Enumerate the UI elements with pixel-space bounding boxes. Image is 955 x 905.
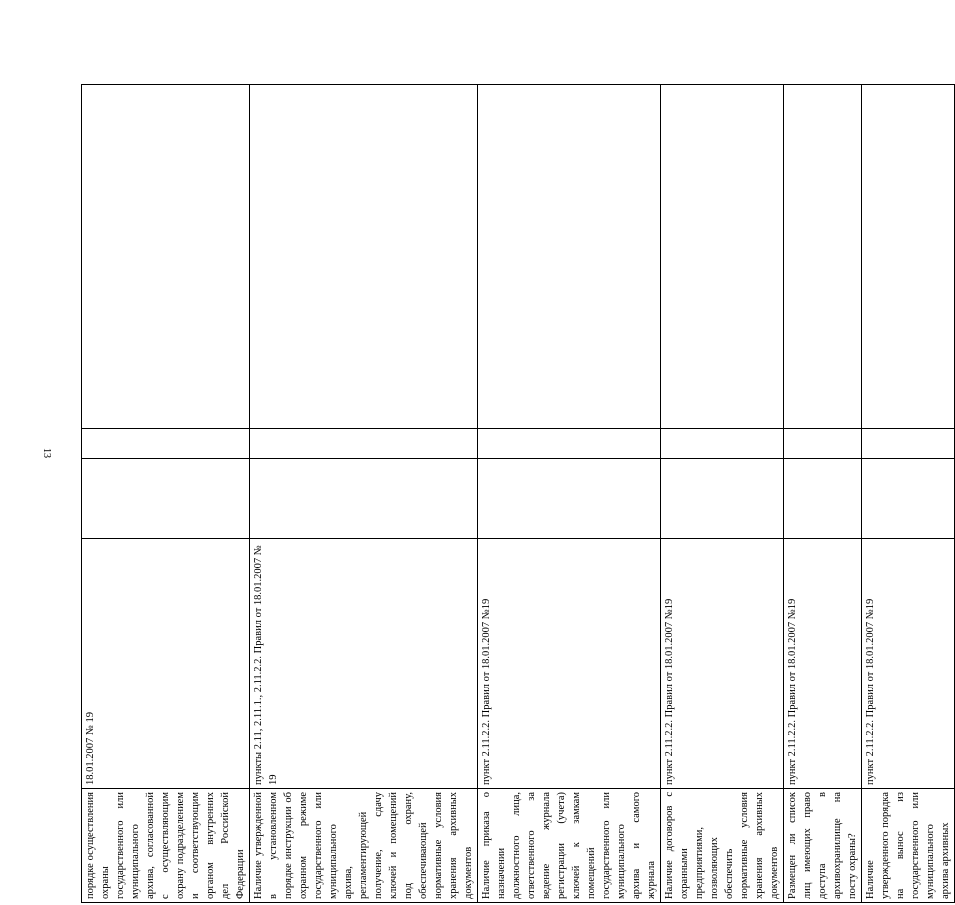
result-cell xyxy=(82,459,250,539)
table-row xyxy=(661,85,784,903)
notes-cell xyxy=(862,85,955,429)
mark-cell xyxy=(82,429,250,459)
result-cell xyxy=(250,459,478,539)
requirement-cell: порядке осуществления охраны государственного или муниципального архива, согласованной с осуществляющим охрану подразделением и соответствующим органом внутренних дел Российской Федерации xyxy=(82,789,250,903)
mark-cell xyxy=(250,429,478,459)
basis-cell: пункт 2.11.2.2. Правил от 18.01.2007 №19 xyxy=(862,539,955,789)
notes-cell xyxy=(250,85,478,429)
table-row xyxy=(250,85,478,903)
requirement-cell: Наличие договоров с охранными предприятиями, позволяющих обеспечить нормативные условия хранения архивных документов xyxy=(661,789,784,903)
requirement-cell: Наличие утвержденного порядка на вынос из государственного или муниципального архива архивных xyxy=(862,789,955,903)
basis-cell: пункт 2.11.2.2. Правил от 18.01.2007 №19 xyxy=(784,539,862,789)
mark-cell xyxy=(478,429,661,459)
requirement-cell: Наличие приказа о назначении должностного лица, ответственного за ведение журнала регистрации (учета) ключей к замкам помещений государственного или муниципального архива и самого журнала xyxy=(478,789,661,903)
table-row xyxy=(784,85,862,903)
result-cell xyxy=(478,459,661,539)
rotated-page xyxy=(81,85,951,903)
result-cell xyxy=(862,459,955,539)
page-number: 13 xyxy=(41,448,52,458)
basis-cell: пункт 2.11.2.2. Правил от 18.01.2007 №19 xyxy=(478,539,661,789)
notes-cell xyxy=(478,85,661,429)
result-cell xyxy=(661,459,784,539)
mark-cell xyxy=(862,429,955,459)
mark-cell xyxy=(661,429,784,459)
table-row xyxy=(862,85,955,903)
basis-cell: пункты 2.11, 2.11.1., 2.11.2.2. Правил от 18.01.2007 № 19 xyxy=(250,539,478,789)
result-cell xyxy=(784,459,862,539)
mark-cell xyxy=(784,429,862,459)
table-row xyxy=(478,85,661,903)
notes-cell xyxy=(82,85,250,429)
basis-cell: пункт 2.11.2.2. Правил от 18.01.2007 №19 xyxy=(661,539,784,789)
requirement-cell: Наличие утвержденной в установленном порядке инструкции об охранном режиме государственного или муниципального архива, регламентирующей получение, сдачу ключей и помещений под охрану, обеспечивающей нормативные условия хранения архивных документов xyxy=(250,789,478,903)
checklist-table xyxy=(81,84,955,903)
notes-cell xyxy=(661,85,784,429)
notes-cell xyxy=(784,85,862,429)
table-row xyxy=(82,85,250,903)
requirement-cell: Размещен ли список лиц имеющих право доступа в архивохранилище на посту охраны? xyxy=(784,789,862,903)
basis-cell: 18.01.2007 № 19 xyxy=(82,539,250,789)
